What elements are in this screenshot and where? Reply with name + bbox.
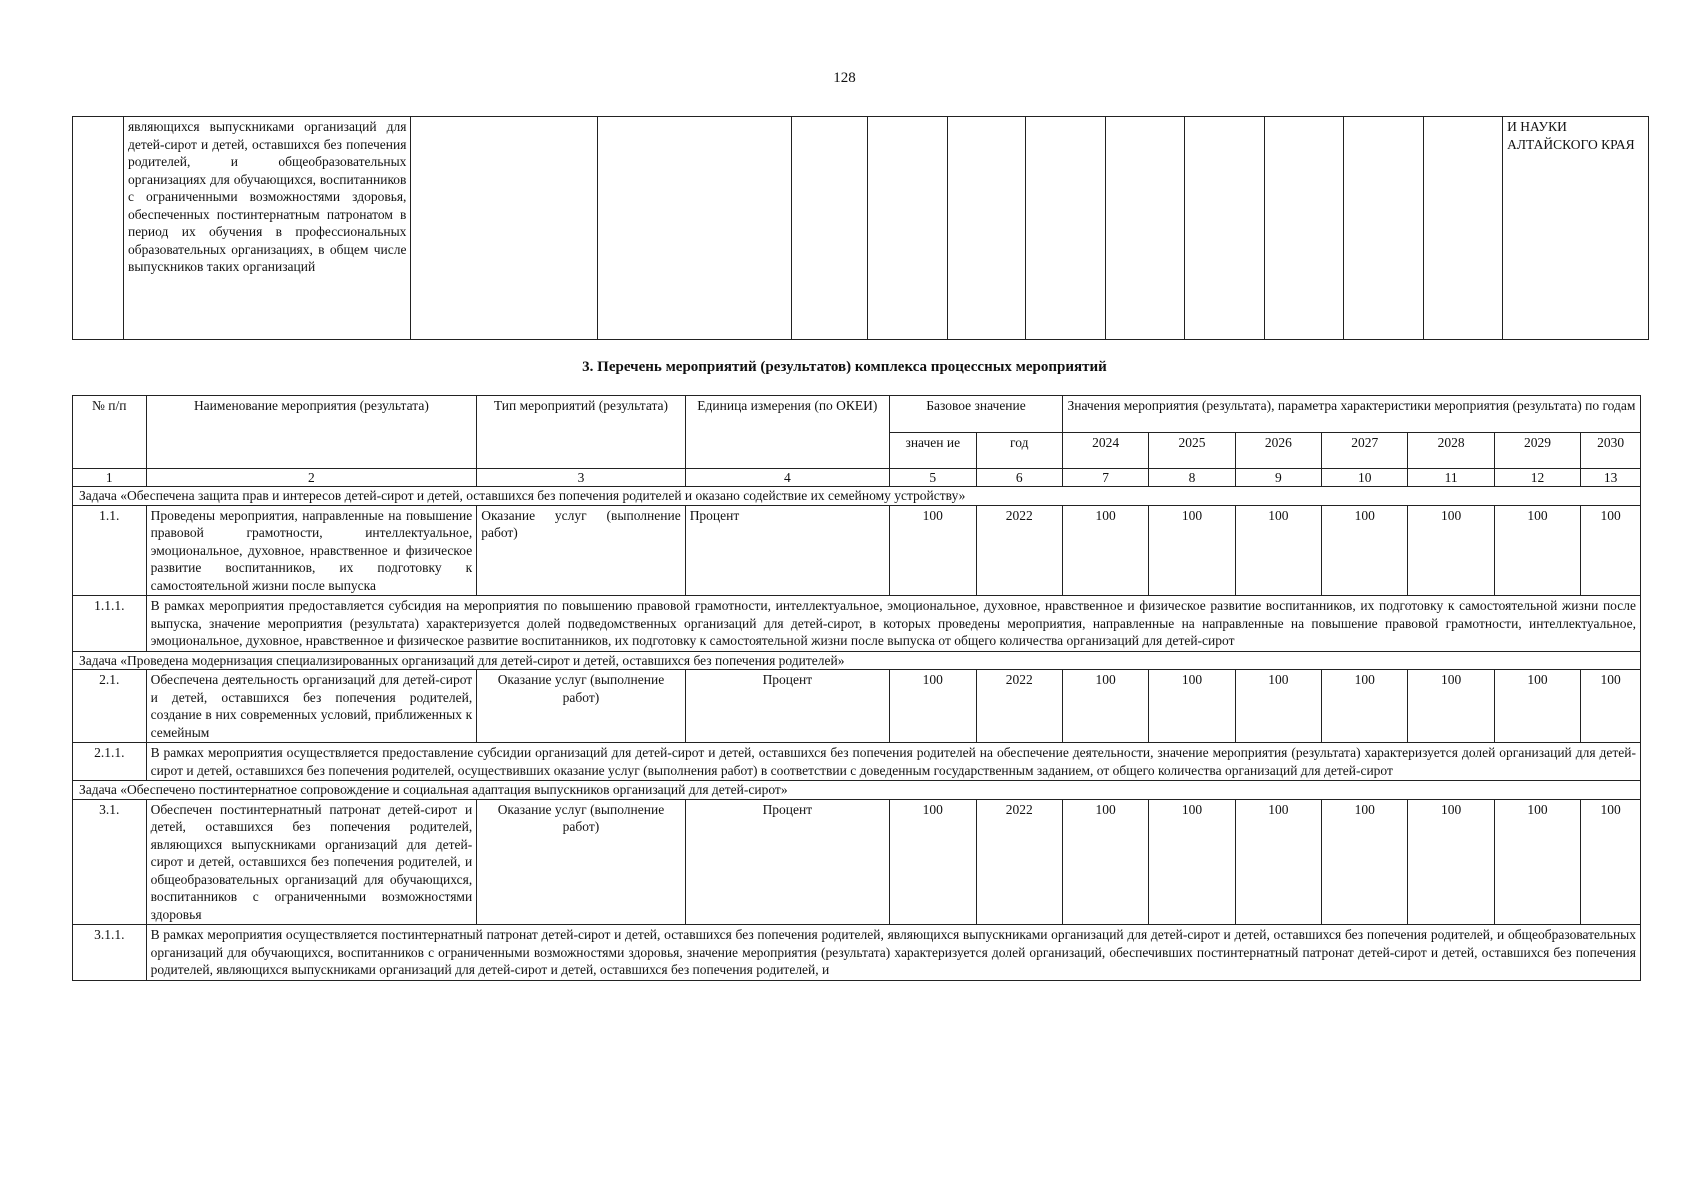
row-value: 100 (1149, 670, 1235, 743)
row-value: 100 (1494, 799, 1580, 925)
row-num: 3.1. (73, 799, 147, 925)
task-row: Задача «Обеспечена защита прав и интересов детей-сирот и детей, оставшихся без попечения родителей и оказано содействие их семейному устройству» (73, 487, 1641, 506)
row-value: 100 (1408, 670, 1494, 743)
row-name: Проведены мероприятия, направленные на повышение правовой грамотности, интеллектуальное, эмоциональное, духовное, нравственное и физическое развитие воспитанников, их подготовку к самостоятельной жизни после выпуска (146, 505, 477, 596)
col-number: 13 (1581, 469, 1641, 487)
page-number: 128 (833, 70, 856, 86)
column-numbers-row (73, 469, 1641, 487)
col-number: 10 (1322, 469, 1408, 487)
note-text: В рамках мероприятия осуществляется предоставление субсидии организаций для детей-сирот и детей, оставшихся без попечения родителей на обеспечение деятельности, значение мероприятия (результата) характеризуется долей организаций для детей-сирот и детей, оставшихся без попечения родителей, осуществивших оказание услуг (выполнения работ) в соответствии с доведенным государственным заданием, от общего количества организаций для детей-сирот (146, 743, 1640, 781)
row-name: Обеспечена деятельность организаций для детей-сирот и детей, оставшихся без попечения родителей, создание в них современных условий, приближенных к семейным (146, 670, 477, 743)
continued-indicator-text: являющихся выпускниками организаций для детей-сирот и детей, оставшихся без попечения родителей, и общеобразовательных организациях для обучающихся, воспитанников с ограниченными возможностями здоровья, обеспеченных постинтернатным патронатом в период их обучения в профессиональных образовательных организациях, в общем числе выпускников таких организаций (123, 117, 410, 340)
row-value: 100 (1235, 670, 1321, 743)
row-value: 100 (1062, 505, 1148, 596)
header-num: № п/п (73, 396, 147, 469)
row-base-year: 2022 (976, 799, 1062, 925)
row-num: 1.1. (73, 505, 147, 596)
row-base-value: 100 (890, 799, 977, 925)
row-type: Оказание услуг (выполнение работ) (477, 670, 685, 743)
header-year: 2027 (1322, 432, 1408, 469)
header-base-year: год (976, 432, 1062, 469)
note-num: 1.1.1. (73, 596, 147, 652)
col-number: 3 (477, 469, 685, 487)
row-value: 100 (1581, 505, 1641, 596)
row-value: 100 (1149, 505, 1235, 596)
note-text: В рамках мероприятия предоставляется субсидия на мероприятия по повышению правовой грамотности, интеллектуальное, эмоциональное, духовное, нравственное и физическое развитие воспитанников, их подготовку к самостоятельной жизни после выпуска, значение мероприятия (результата) характеризуется долей подведомственных организаций для детей-сирот, в которых проведены мероприятия, направленные на направленные на повышение правовой грамотности, интеллектуальное, эмоциональное, духовное, нравственное и физическое развитие воспитанников, их подготовку к самостоятельной жизни после выпуска от общего количества организаций для детей-сирот (146, 596, 1640, 652)
note-text: В рамках мероприятия осуществляется постинтернатный патронат детей-сирот и детей, оставшихся без попечения родителей, являющихся выпускниками организаций для детей-сирот и детей, оставшихся без попечения родителей, и общеобразовательных организаций для обучающихся, воспитанников с ограниченными возможностями здоровья, значение мероприятия (результата) характеризуется долей организаций, обеспечивших постинтернатный патронат детей-сирот и детей, оставшихся без попечения родителей, являющихся выпускниками организаций для детей-сирот и детей, оставшихся без попечения родителей, и (146, 925, 1640, 981)
note-num: 2.1.1. (73, 743, 147, 781)
col-number: 11 (1408, 469, 1494, 487)
row-type: Оказание услуг (выполнение работ) (477, 505, 685, 596)
section-title: 3. Перечень мероприятий (результатов) комплекса процессных мероприятий (582, 359, 1107, 375)
row-value: 100 (1408, 505, 1494, 596)
header-year: 2026 (1235, 432, 1321, 469)
row-value: 100 (1235, 505, 1321, 596)
header-year: 2028 (1408, 432, 1494, 469)
col-number: 4 (685, 469, 889, 487)
row-unit: Процент (685, 799, 889, 925)
col-number: 12 (1494, 469, 1580, 487)
row-value: 100 (1322, 799, 1408, 925)
row-value: 100 (1494, 505, 1580, 596)
task-row: Задача «Обеспечено постинтернатное сопровождение и социальная адаптация выпускников организаций для детей-сирот» (73, 781, 1641, 800)
header-unit: Единица измерения (по ОКЕИ) (685, 396, 889, 469)
header-name: Наименование мероприятия (результата) (146, 396, 477, 469)
row-value: 100 (1062, 670, 1148, 743)
row-base-year: 2022 (976, 670, 1062, 743)
header-base-value: значен ие (890, 432, 977, 469)
header-values: Значения мероприятия (результата), параметра характеристики мероприятия (результата) по годам (1062, 396, 1640, 433)
row-unit: Процент (685, 670, 889, 743)
table-row (73, 799, 1641, 925)
row-value: 100 (1494, 670, 1580, 743)
row-base-value: 100 (890, 670, 977, 743)
header-year: 2030 (1581, 432, 1641, 469)
col-number: 7 (1062, 469, 1148, 487)
row-value: 100 (1322, 505, 1408, 596)
note-num: 3.1.1. (73, 925, 147, 981)
col-number: 5 (890, 469, 977, 487)
row-type: Оказание услуг (выполнение работ) (477, 799, 685, 925)
row-name: Обеспечен постинтернатный патронат детей-сирот и детей, оставшихся без попечения родителей, являющихся выпускниками организаций для детей-сирот и детей, оставшихся без попечения родителей, и общеобразовательных организаций для обучающихся, воспитанников с ограниченными возможностями здоровья (146, 799, 477, 925)
note-row (73, 925, 1641, 981)
row-value: 100 (1062, 799, 1148, 925)
row-base-value: 100 (890, 505, 977, 596)
continued-table (72, 116, 1649, 340)
row-value: 100 (1581, 670, 1641, 743)
col-number: 9 (1235, 469, 1321, 487)
header-base: Базовое значение (890, 396, 1063, 433)
table-row (73, 670, 1641, 743)
row-value: 100 (1322, 670, 1408, 743)
header-year: 2025 (1149, 432, 1235, 469)
col-number: 6 (976, 469, 1062, 487)
row-value: 100 (1149, 799, 1235, 925)
header-year: 2029 (1494, 432, 1580, 469)
note-row (73, 596, 1641, 652)
col-number: 8 (1149, 469, 1235, 487)
task-row: Задача «Проведена модернизация специализированных организаций для детей-сирот и детей, оставшихся без попечения родителей» (73, 651, 1641, 670)
responsible-org: И НАУКИ АЛТАЙСКОГО КРАЯ (1503, 117, 1649, 340)
note-row (73, 743, 1641, 781)
header-year: 2024 (1062, 432, 1148, 469)
row-value: 100 (1408, 799, 1494, 925)
measures-table (72, 395, 1641, 981)
header-type: Тип мероприятий (результата) (477, 396, 685, 469)
table-row (73, 505, 1641, 596)
col-number: 2 (146, 469, 477, 487)
row-value: 100 (1235, 799, 1321, 925)
row-value: 100 (1581, 799, 1641, 925)
row-num: 2.1. (73, 670, 147, 743)
row-unit: Процент (685, 505, 889, 596)
row-base-year: 2022 (976, 505, 1062, 596)
col-number: 1 (73, 469, 147, 487)
